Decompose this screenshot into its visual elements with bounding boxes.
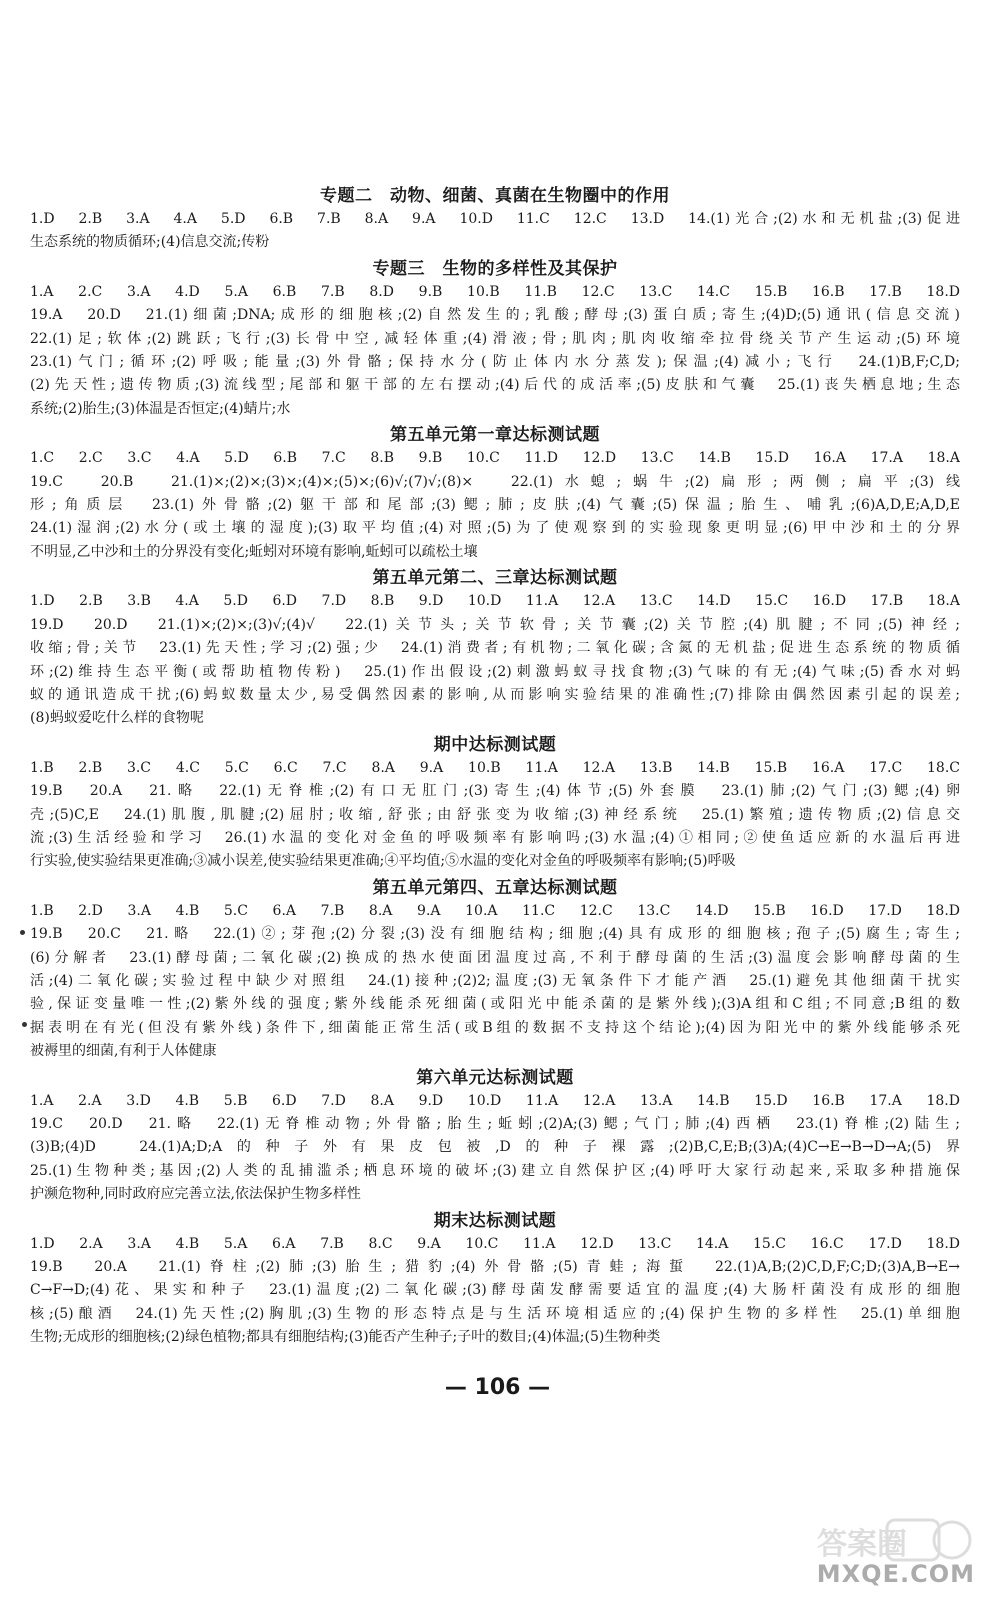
answer-line: 1.D 2.A 3.A 4.B 5.A 6.A 7.B 8.C 9.A 10.C 11.A 12.D 13.C 14.A 15.C 16.C 17.D 18.D [30, 1235, 960, 1252]
answer-line: 19.B 20.C 21.略 22.(1)②;芽孢;(2)分裂;(3)没有细胞结构;细胞;(4)具有成形的细胞核;孢子;(5)腐生;寄生; [30, 926, 960, 943]
watermark-site: MXQE.COM [816, 1560, 975, 1588]
answer-section [30, 734, 960, 874]
answer-section [30, 567, 960, 730]
section-title: 期末达标测试题 [433, 1210, 557, 1231]
answer-line: 活;(4)二氧化碳;实验过程中缺少对照组 24.(1)接种;(2)2;温度;(3)无氧条件下才能产酒 25.(1)避免其他细菌干扰实 [30, 972, 960, 989]
answer-section [30, 1210, 960, 1350]
answer-line: 护濒危物种,同时政府应完善立法,依法保护生物多样性 [30, 1186, 361, 1203]
answer-line: (6)分解者 23.(1)酵母菌;二氧化碳;(2)换成的热水使面团温度过高,不利于酵母菌的生活;(3)温度会影响酵母菌的生 [30, 949, 960, 966]
answer-line: 系统;(2)胎生;(3)体温是否恒定;(4)蜻片;水 [30, 400, 291, 417]
answer-line: (8)蚂蚁爱吃什么样的食物呢 [30, 710, 204, 727]
answer-section [30, 877, 960, 1064]
section-title: 专题三 生物的多样性及其保护 [372, 258, 618, 279]
section-title: 第五单元第四、五章达标测试题 [372, 877, 618, 898]
answer-line: 流;(3)生活经验和学习 26.(1)水温的变化对金鱼的呼吸频率有影响吗;(3)水温;(4)①相同;②使鱼适应新的水温后再进 [30, 829, 960, 846]
answer-line: 验,保证变量唯一性;(2)紫外线的强度;紫外线能杀死细菌(或阳光中能杀菌的是紫外线);(3)A组和C组;不同意;B组的数 [30, 996, 960, 1013]
answer-line: 收缩;骨;关节 23.(1)先天性;学习;(2)强;少 24.(1)消费者;有机物;二氧化碳;含氮的无机盐;促进生态系统的物质循 [30, 640, 960, 657]
margin-dot [22, 1022, 27, 1027]
answer-line: C→F→D;(4)花、果实和种子 23.(1)温度;(2)二氧化碳;(3)酵母菌发酵需要适宜的温度;(4)大肠杆菌没有成形的细胞 [30, 1282, 960, 1299]
answer-line: 形;角质层 23.(1)外骨骼;(2)躯干部和尾部;(3)鳃;肺;皮肤;(4)气囊;(5)保温;胎生、哺乳;(6)A,D,E;A,D,E [30, 497, 960, 514]
section-title: 期中达标测试题 [433, 734, 557, 755]
answer-line: 壳;(5)C,E 24.(1)肌腹,肌腱;(2)屈肘;收缩,舒张;由舒张变为收缩;(3)神经系统 25.(1)繁殖;遗传物质;(2)信息交 [30, 806, 960, 823]
answer-line: 24.(1)湿润;(2)水分(或土壤的湿度);(3)取平均值;(4)对照;(5)为了使观察到的实验现象更明显;(6)甲中沙和土的分界 [30, 520, 960, 537]
answer-line: 1.D 2.B 3.B 4.A 5.D 6.D 7.D 8.B 9.D 10.D 11.A 12.A 13.C 14.D 15.C 16.D 17.B 18.A [30, 593, 960, 610]
watermark-logo-text: 答案圈 [817, 1527, 907, 1562]
answer-line: 25.(1)生物种类;基因;(2)人类的乱捕滥杀;栖息环境的破坏;(3)建立自然保护区;(4)呼吁大家行动起来,采取多种措施保 [30, 1162, 960, 1179]
answer-line: 生物;无成形的细胞核;(2)绿色植物;都具有细胞结构;(3)能否产生种子;子叶的数目;(4)体温;(5)生物种类 [30, 1329, 661, 1346]
answer-line: 19.B 20.A 21.略 22.(1)无脊椎;(2)有口无肛门;(3)寄生;(4)体节;(5)外套膜 23.(1)肺;(2)气门;(3)鳃;(4)卵 [30, 783, 960, 800]
section-title: 第五单元第一章达标测试题 [390, 425, 600, 446]
answer-line: 核;(5)酿酒 24.(1)先天性;(2)胸肌;(3)生物的形态特点是与生活环境相适应的;(4)保护生物的多样性 25.(1)单细胞 [30, 1305, 960, 1322]
page-number: — 106 — [444, 1375, 551, 1400]
answer-line: 1.D 2.B 3.A 4.A 5.D 6.B 7.B 8.A 9.A 10.D 11.C 12.C 13.D 14.(1)光合;(2)水和无机盐;(3)促进 [30, 211, 960, 227]
answer-section [30, 258, 960, 421]
answer-line: 1.C 2.C 3.C 4.A 5.D 6.B 7.C 8.B 9.B 10.C 11.D 12.D 13.C 14.B 15.D 16.A 17.A 18.A [30, 450, 960, 467]
answer-line: 23.(1)气门;循环;(2)呼吸;能量;(3)外骨骼;保持水分(防止体内水分蒸发);保温;(4)减小;飞行 24.(1)B,F;C,D; [30, 354, 960, 371]
answer-line: 据表明在有光(但没有紫外线)条件下,细菌能正常生活(或B组的数据不支持这个结论);(4)因为阳光中的紫外线能够杀死 [30, 1019, 960, 1036]
answer-section [30, 424, 960, 564]
answer-line: 19.B 20.A 21.(1)脊柱;(2)肺;(3)胎生;猎豹;(4)外骨骼;(5)青蛙;海蜇 22.(1)A,B;(2)C,D,F;C;D;(3)A,B→E→ [30, 1259, 960, 1276]
answer-line: 环;(2)维持生态平衡(或帮助植物传粉) 25.(1)作出假设;(2)刺激蚂蚁寻找食物;(3)气味的有无;(4)气味;(5)香水对蚂 [30, 663, 960, 680]
answer-line: 生态系统的物质循环;(4)信息交流;传粉 [30, 234, 270, 251]
answer-line: 19.A 20.D 21.(1)细菌;DNA;成形的细胞核;(2)自然发生的;乳酸;酵母;(3)蛋白质;寄生;(4)D;(5)通讯(信息交流) [30, 307, 960, 324]
section-title: 专题二 动物、细菌、真菌在生物圈中的作用 [320, 186, 670, 206]
answer-line: 1.A 2.C 3.A 4.D 5.A 6.B 7.B 8.D 9.B 10.B 11.B 12.C 13.C 14.C 15.B 16.B 17.B 18.D [30, 283, 960, 300]
answer-line: 1.A 2.A 3.D 4.B 5.B 6.D 7.D 8.A 9.D 10.D 11.A 12.A 13.A 14.B 15.D 16.B 17.A 18.D [30, 1092, 960, 1109]
answer-line: 蚁的通讯造成干扰;(6)蚂蚁数量太少,易受偶然因素的影响,从而影响实验结果的准确性;(7)排除由偶然因素引起的误差; [30, 686, 960, 703]
answer-section [30, 1067, 960, 1207]
answer-line: 19.C 20.D 21.略 22.(1)无脊椎动物;外骨骼;胎生;蚯蚓;(2)A;(3)鳃;气门;肺;(4)西栖 23.(1)脊椎;(2)陆生; [30, 1116, 960, 1132]
section-title: 第五单元第二、三章达标测试题 [372, 568, 618, 589]
answer-line: 1.B 2.D 3.A 4.B 5.C 6.A 7.B 8.A 9.A 10.A 11.C 12.C 13.C 14.D 15.B 16.D 17.D 18.D [30, 902, 960, 919]
answer-line: 被褥里的细菌,有利于人体健康 [30, 1043, 217, 1060]
answer-key-page [30, 185, 960, 1353]
answer-line: 22.(1)足;软体;(2)跳跃;飞行;(3)长骨中空,减轻体重;(4)滑液;骨;肌肉;肌肉收缩牵拉骨绕关节产生运动;(5)环境 [30, 330, 960, 347]
answer-line: 1.B 2.B 3.C 4.C 5.C 6.C 7.C 8.A 9.A 10.B 11.A 12.A 13.B 14.B 15.B 16.A 17.C 18.C [30, 759, 960, 776]
answer-section [30, 185, 960, 255]
answer-line: 行实验,使实验结果更准确;③减小误差,使实验结果更准确;④平均值;⑤水温的变化对金鱼的呼吸频率有影响;(5)呼吸 [30, 853, 736, 870]
answer-line: 不明显,乙中沙和土的分界没有变化;蚯蚓对环境有影响,蚯蚓可以疏松土壤 [30, 543, 478, 560]
answer-line: 19.C 20.B 21.(1)×;(2)×;(3)×;(4)×;(5)×;(6)√;(7)√;(8)× 22.(1)水螅;蜗牛;(2)扁形;两侧;扁平;(3)线 [30, 473, 960, 490]
margin-dot [20, 930, 25, 935]
answer-line: (2)先天性;遗传物质;(3)流线型;尾部和躯干部的左右摆动;(4)后代的成活率;(5)皮肤和气囊 25.(1)丧失栖息地;生态 [30, 377, 960, 394]
answer-line: 19.D 20.D 21.(1)×;(2)×;(3)√;(4)√ 22.(1)关节头;关节软骨;关节囊;(2)关节腔;(4)肌腱;不同;(5)神经; [30, 616, 960, 633]
answer-line: (3)B;(4)D 24.(1)A;D;A的种子外有果皮包被,D的种子裸露;(2)B,C,E;B;(3)A;(4)C→E→B→D→A;(5)界 [30, 1139, 960, 1156]
section-title: 第六单元达标测试题 [416, 1067, 574, 1088]
